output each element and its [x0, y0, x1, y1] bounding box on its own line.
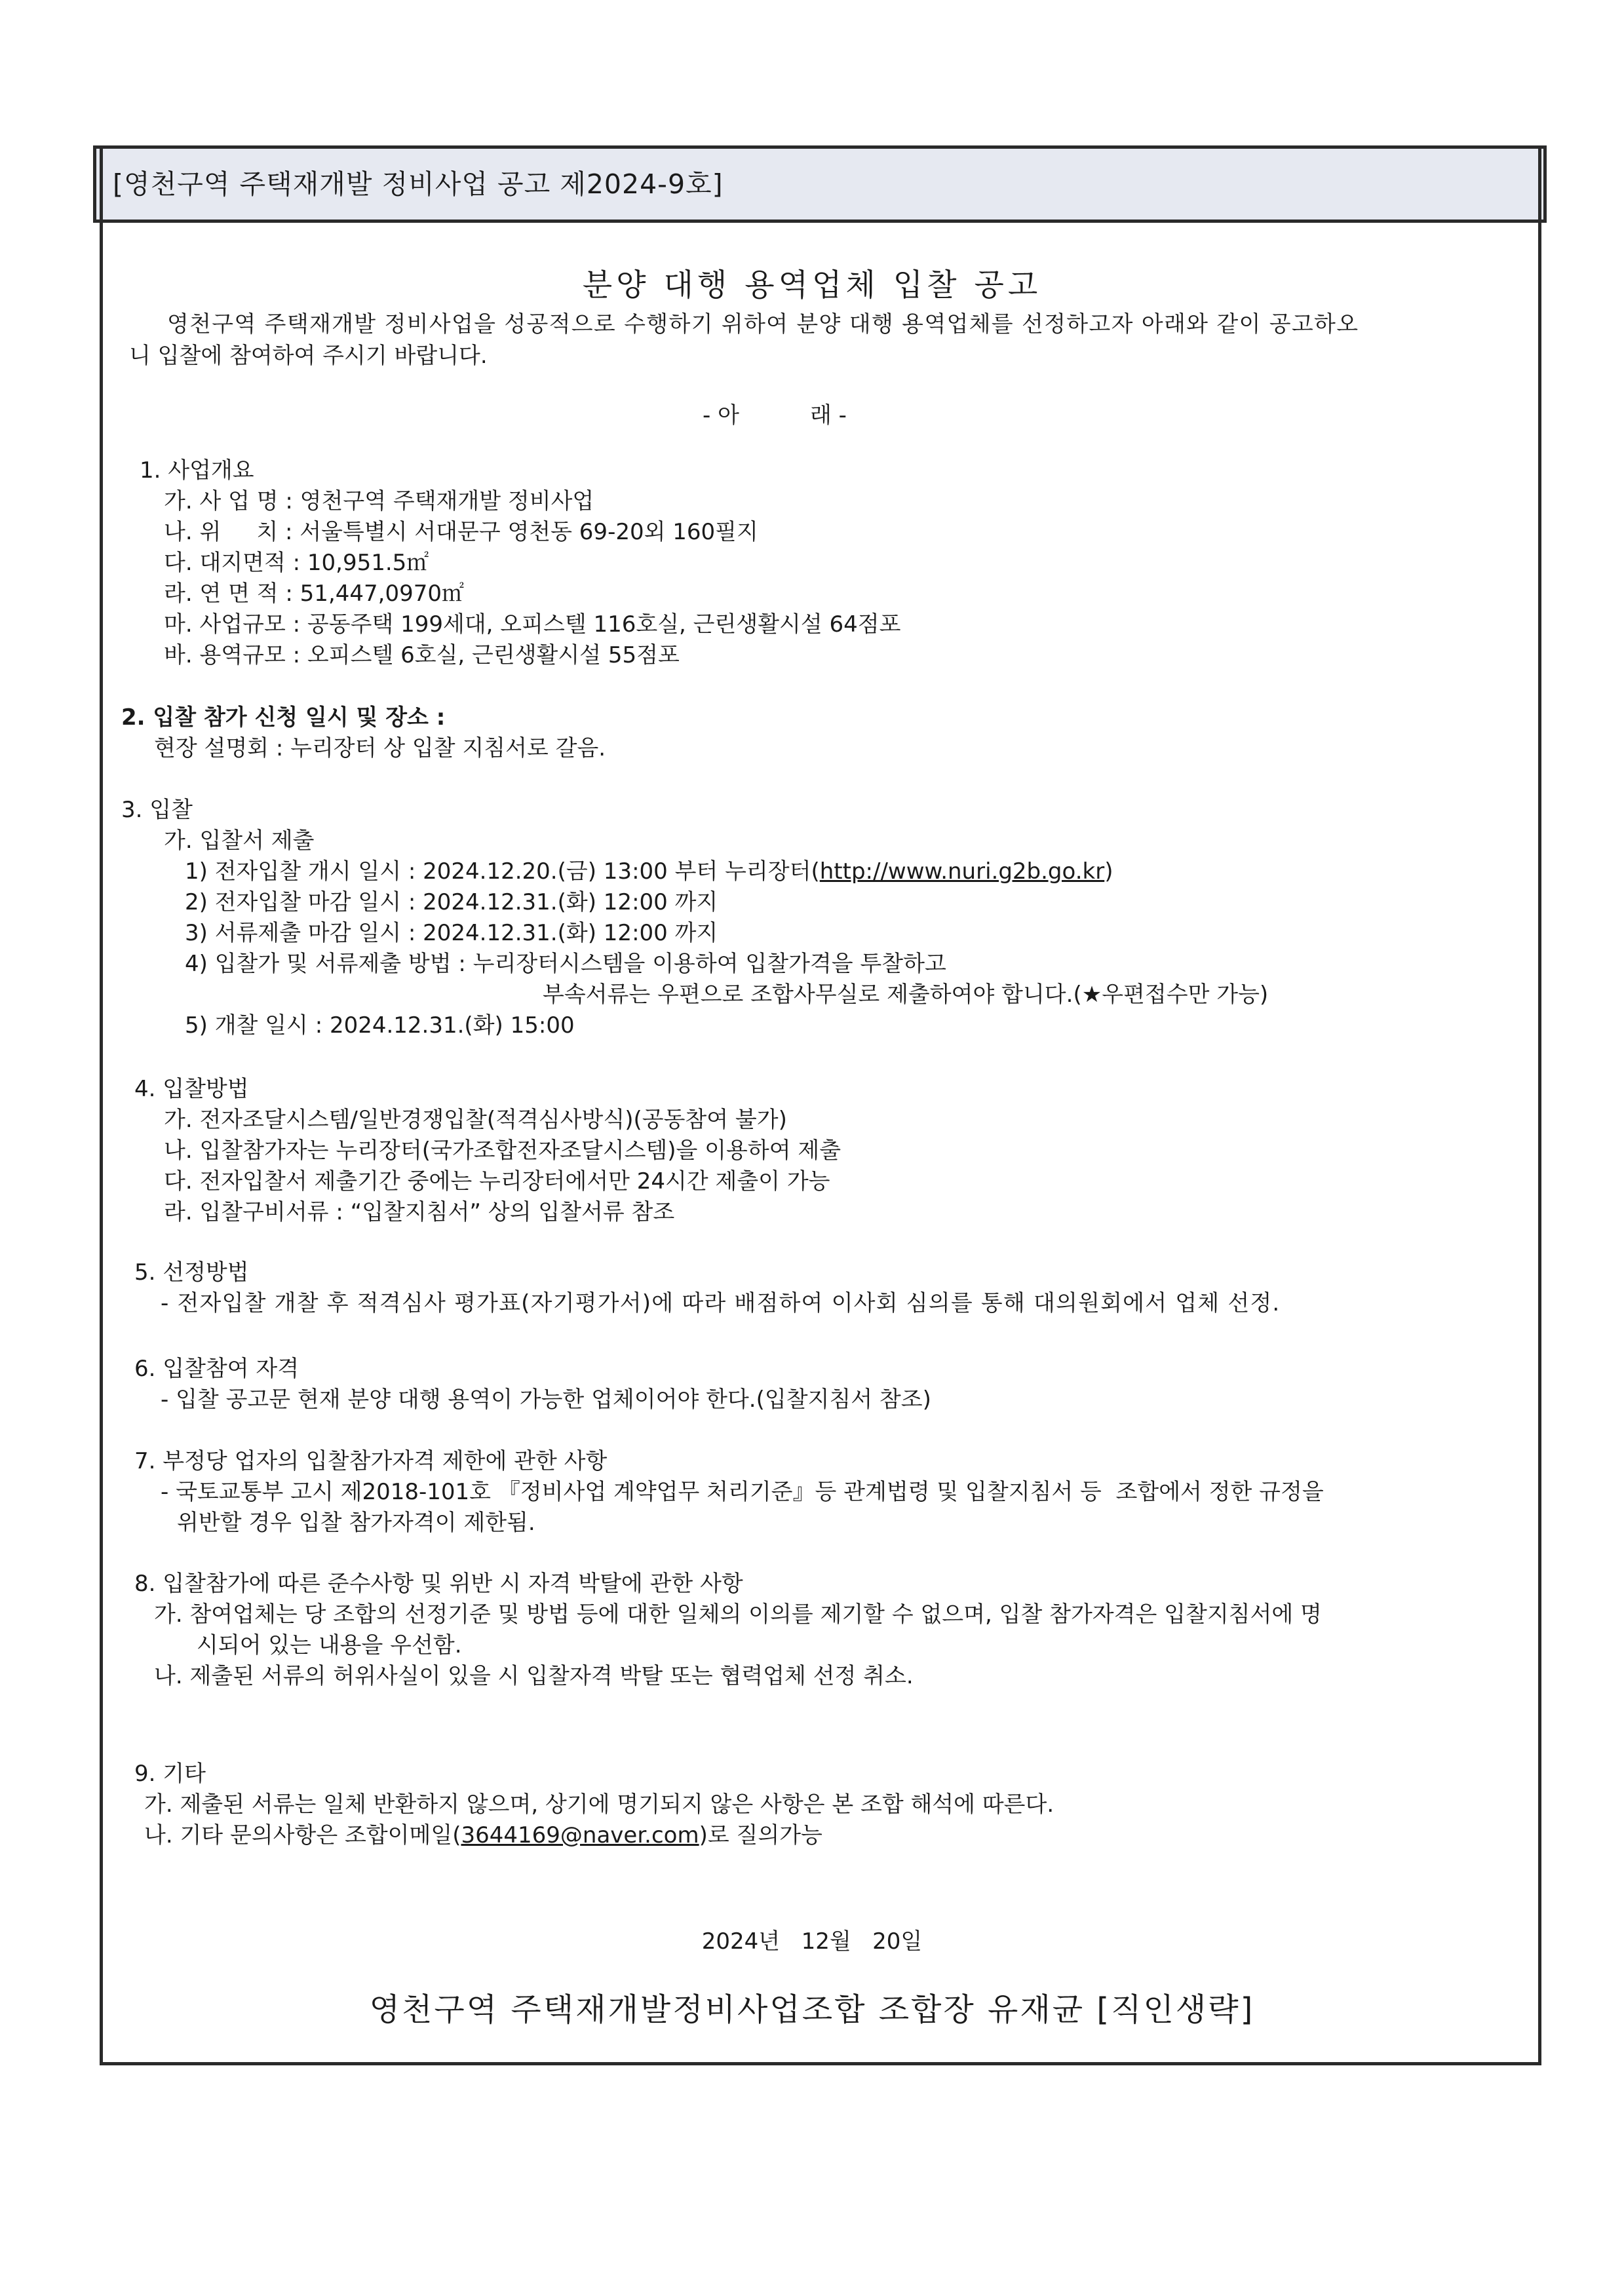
intro-line-1: 영천구역 주택재개발 정비사업을 성공적으로 수행하기 위하여 분양 대행 용역업체를 선정하고자 아래와 같이 공고하오 [167, 311, 1359, 337]
s8-item-ga-2: 시되어 있는 내용을 우선함. [197, 1632, 462, 1658]
union-email-link[interactable]: 3644169@naver.com [461, 1822, 699, 1848]
s1-item-ba: 바. 용역규모 : 오피스텔 6호실, 근린생활시설 55점포 [164, 642, 680, 668]
s9-item-na-text: 나. 기타 문의사항은 조합이메일( [144, 1822, 461, 1848]
s1-item-ra: 라. 연 면 적 : 51,447,0970㎡ [164, 581, 464, 607]
s7-line-2: 위반할 경우 입찰 참가자격이 제한됨. [177, 1510, 535, 1536]
s3-item-4b: 부속서류는 우편으로 조합사무실로 제출하여야 합니다.(★우편접수만 가능) [543, 982, 1269, 1008]
nuri-url-link[interactable]: http://www.nuri.g2b.go.kr [819, 858, 1105, 885]
section-4-heading: 4. 입찰방법 [134, 1076, 249, 1102]
section-5-heading: 5. 선정방법 [134, 1259, 249, 1286]
s9-item-na-suffix: )로 질의가능 [699, 1822, 822, 1848]
s1-item-da: 다. 대지면적 : 10,951.5㎡ [164, 550, 429, 576]
s1-item-ga: 가. 사 업 명 : 영천구역 주택재개발 정비사업 [164, 488, 594, 514]
notice-date: 2024년 12월 20일 [701, 1928, 923, 1955]
signature-line: 영천구역 주택재개발정비사업조합 조합장 유재균 [직인생략] [369, 1991, 1255, 2028]
s2-line: 현장 설명회 : 누리장터 상 입찰 지침서로 갈음. [154, 735, 606, 761]
s9-item-ga: 가. 제출된 서류는 일체 반환하지 않으며, 상기에 명기되지 않은 사항은 본 조합 해석에 따른다. [144, 1791, 1054, 1818]
s6-line: - 입찰 공고문 현재 분양 대행 용역이 가능한 업체이어야 한다.(입찰지침서 참조) [161, 1387, 931, 1413]
arae-divider: - 아 래 - [703, 402, 847, 429]
document-title: 분양 대행 용역업체 입찰 공고 [582, 267, 1042, 303]
section-3-heading: 3. 입찰 [121, 797, 193, 823]
document-frame [100, 145, 1541, 2065]
s8-item-ga-1: 가. 참여업체는 당 조합의 선정기준 및 방법 등에 대한 일체의 이의를 제기할 수 없으며, 입찰 참가자격은 입찰지침서에 명 [154, 1601, 1322, 1628]
section-1-heading: 1. 사업개요 [140, 457, 254, 484]
s3-sub-ga: 가. 입찰서 제출 [164, 828, 315, 854]
s8-item-na: 나. 제출된 서류의 허위사실이 있을 시 입찰자격 박탈 또는 협력업체 선정 취소. [154, 1663, 914, 1689]
s7-line-1: - 국토교통부 고시 제2018-101호 『정비사업 계약업무 처리기준』등 관계법령 및 입찰지침서 등 조합에서 정한 규정을 [161, 1479, 1324, 1505]
s3-item-5: 5) 개찰 일시 : 2024.12.31.(화) 15:00 [185, 1012, 575, 1039]
s3-item-3: 3) 서류제출 마감 일시 : 2024.12.31.(화) 12:00 까지 [185, 920, 718, 946]
s1-item-ma: 마. 사업규모 : 공동주택 199세대, 오피스텔 116호실, 근린생활시설 64점포 [164, 611, 901, 638]
s4-item-da: 다. 전자입찰서 제출기간 중에는 누리장터에서만 24시간 제출이 가능 [164, 1168, 830, 1195]
s1-item-na: 나. 위 치 : 서울특별시 서대문구 영천동 69-20외 160필지 [164, 519, 758, 545]
section-2-heading: 2. 입찰 참가 신청 일시 및 장소 : [121, 704, 446, 731]
s4-item-ga: 가. 전자조달시스템/일반경쟁입찰(적격심사방식)(공동참여 불가) [164, 1107, 787, 1133]
s3-item-4a: 4) 입찰가 및 서류제출 방법 : 누리장터시스템을 이용하여 입찰가격을 투찰하고 [185, 951, 946, 977]
s4-item-ra: 라. 입찰구비서류 : “입찰지침서” 상의 입찰서류 참조 [164, 1199, 675, 1225]
section-7-heading: 7. 부정당 업자의 입찰참가자격 제한에 관한 사항 [134, 1448, 608, 1474]
s3-item-1 [185, 860, 1113, 883]
s3-item-1-close: ) [1104, 858, 1113, 885]
notice-number: [영천구역 주택재개발 정비사업 공고 제2024-9호] [113, 168, 724, 200]
s3-item-1-text: 1) 전자입찰 개시 일시 : 2024.12.20.(금) 13:00 부터 누리장터( [185, 858, 820, 885]
s9-item-na [144, 1824, 822, 1846]
section-9-heading: 9. 기타 [134, 1761, 206, 1787]
section-6-heading: 6. 입찰참여 자격 [134, 1356, 300, 1382]
intro-line-2: 니 입찰에 참여하여 주시기 바랍니다. [129, 343, 488, 369]
s3-item-2: 2) 전자입찰 마감 일시 : 2024.12.31.(화) 12:00 까지 [185, 889, 718, 915]
s4-item-na: 나. 입찰참가자는 누리장터(국가조합전자조달시스템)을 이용하여 제출 [164, 1138, 841, 1164]
section-8-heading: 8. 입찰참가에 따른 준수사항 및 위반 시 자격 박탈에 관한 사항 [134, 1571, 743, 1597]
s5-line: - 전자입찰 개찰 후 적격심사 평가표(자기평가서)에 따라 배점하여 이사회 심의를 통해 대의원회에서 업체 선정. [161, 1290, 1281, 1316]
